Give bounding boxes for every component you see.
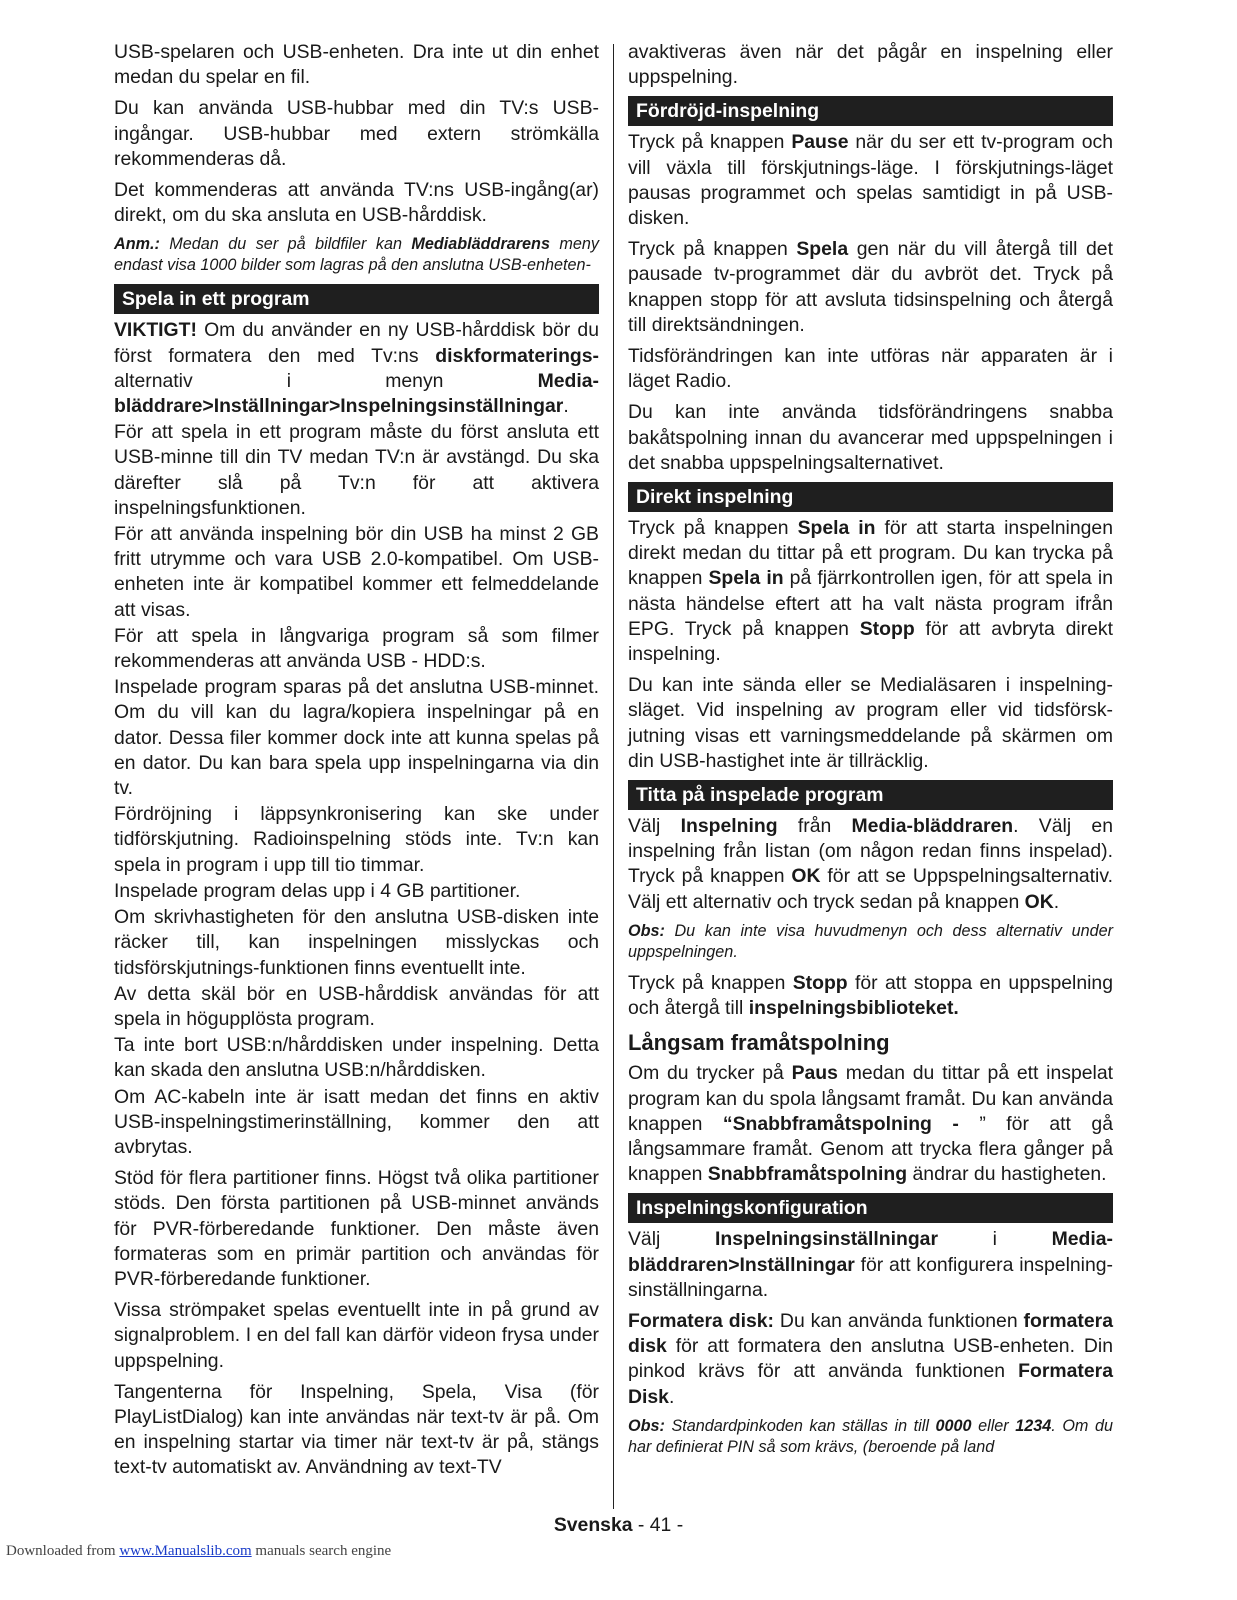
paragraph: Om skrivhastigheten för den anslutna USB-disken inte räcker till, kan inspelningen misslyckas och tidsförskjutnings-funktionen finns eventuellt inte. xyxy=(114,906,599,979)
bold-text: Stopp xyxy=(792,971,848,994)
text: för att starta inspelningen direkt medan du tittar på ett program. Du kan trycka på knappen xyxy=(628,517,1113,590)
text: . xyxy=(1053,890,1060,913)
page-number: - 41 - xyxy=(637,1514,684,1536)
bold-text: inspelningsbiblioteket. xyxy=(748,997,959,1020)
footer-language: Svenska xyxy=(553,1514,633,1536)
bold-text: Media-bläddrare>Inställningar>Inspelningsinställningar xyxy=(114,369,599,418)
text: Om du använder en ny USB-hårddisk bör du först formatera den med Tv:ns xyxy=(114,319,599,367)
note-label: Anm.: xyxy=(114,235,160,254)
text: ” för att gå långsammare framåt. Genom att trycka flera gånger på knappen xyxy=(628,1112,1113,1186)
note-label: Obs: xyxy=(628,1416,665,1435)
paragraph: Av detta skäl bör en USB-hårddisk användas för att spela in högupplösta program. xyxy=(114,982,599,1030)
paragraph: För att använda inspelning bör din USB ha minst 2 GB fritt utrymme och vara USB 2.0-kompatibel. Om USB-enheten inte är kompatibel kommer ett felmeddelande att visas. xyxy=(114,523,599,621)
manualslib-link[interactable]: www.Manualslib.com xyxy=(119,1543,252,1559)
note xyxy=(628,1416,1113,1458)
note xyxy=(628,921,1113,963)
bold-text: diskformaterings- xyxy=(435,344,599,367)
text: Välj xyxy=(628,1228,715,1251)
note-text: eller xyxy=(971,1416,1016,1435)
text: för att formatera den anslutna USB-enheten. Din pinkod krävs för att använda funktionen xyxy=(628,1335,1113,1383)
text: . xyxy=(563,395,569,418)
paragraph: Du kan använda USB-hubbar med din TV:s USB-ingångar. USB-hubbar med extern strömkälla rekommenderas då. xyxy=(114,97,599,170)
paragraph xyxy=(628,1227,1113,1303)
bold-text: formatera disk xyxy=(628,1309,1113,1358)
subheading-langsam: Långsam framåtspolning xyxy=(628,1030,890,1056)
bold-text: Pause xyxy=(791,131,849,154)
bold-text: Paus xyxy=(791,1062,838,1085)
watermark-suffix: manuals search engine xyxy=(251,1543,392,1559)
paragraph xyxy=(628,1309,1113,1410)
bold-text: Formatera Disk xyxy=(628,1360,1113,1408)
text: . xyxy=(668,1385,675,1408)
paragraph: För att spela in långvariga program så som filmer rekommenderas att använda USB - HDD:s. xyxy=(114,624,599,673)
paragraph-important xyxy=(114,318,599,419)
text: när du ser ett tv-program och vill växla till förskjutnings-läge. I förskjutnings-läget pausas programmet och spelas samtidigt in på USB-disken. xyxy=(628,131,1113,230)
left-column xyxy=(114,40,599,1482)
text: Du kan använda funktionen xyxy=(774,1309,1024,1332)
right-column xyxy=(628,40,1113,1466)
bold-text: Snabbframåtspolning xyxy=(707,1163,908,1186)
paragraph: Ta inte bort USB:n/hårddisken under inspelning. Detta kan skada den anslutna USB:n/hårddisken. xyxy=(114,1034,599,1082)
paragraph: Du kan inte använda tidsförändringens snabba bakåtspolning innan du avancerar med uppspelningen i det snabba uppspelningsalternativet. xyxy=(628,401,1113,474)
bold-text: Media-bläddraren>Inställningar xyxy=(628,1228,1113,1276)
paragraph xyxy=(628,1061,1113,1187)
section-heading-konfiguration: Inspelningskonfiguration xyxy=(628,1193,1113,1223)
paragraph: Fördröjning i läppsynkronisering kan ske under tidförskjutning. Radioinspelning stöds inte. Tv:n kan spela in program i upp till tio timmar. xyxy=(114,803,599,876)
column-divider xyxy=(613,44,614,1509)
note-label: Obs: xyxy=(628,921,665,940)
text: gen när du vill återgå till det pausade tv-programmet där du avbröt det. Tryck på knappen stopp för att avsluta tidsinspelning och återgå till direktsändningen. xyxy=(628,238,1113,336)
paragraph: Vissa strömpaket spelas eventuellt inte in på grund av signalproblem. I en del fall kan därför videon frysa under uppspelning. xyxy=(114,1299,599,1372)
bold-text: Inspelning xyxy=(680,815,778,838)
bold-text: “Snabbframåtspolning - xyxy=(722,1112,980,1135)
paragraph xyxy=(628,516,1113,667)
paragraph xyxy=(628,814,1113,915)
paragraph xyxy=(628,971,1113,1021)
bold-text: Stopp xyxy=(859,617,915,640)
paragraph: Du kan inte sända eller se Medialäsaren i inspelning-släget. Vid inspelning av program eller vid tidsförsk-jutning visas ett varningsmeddelande på skärmen om din USB-hastighet inte är tillräcklig. xyxy=(628,674,1113,772)
section-heading-direkt: Direkt inspelning xyxy=(628,482,1113,512)
paragraph: Det kommenderas att använda TV:ns USB-ingång(ar) direkt, om du ska ansluta en USB-hårddisk. xyxy=(114,179,599,227)
paragraph: Tangenterna för Inspelning, Spela, Visa (för PlayListDialog) kan inte användas när text-tv är på. Om en inspelning startar via timer när text-tv är på, stängs text-tv automatiskt av. Användning av text-TV xyxy=(114,1380,599,1479)
bold-text: VIKTIGT! xyxy=(114,319,197,342)
bold-text: Spela xyxy=(796,238,849,261)
bold-text: Spela in xyxy=(797,517,876,540)
text: Tryck på knappen xyxy=(628,971,793,994)
text: för att stoppa en uppspelning och återgå till xyxy=(628,971,1113,1020)
text: Om du trycker på xyxy=(628,1062,792,1085)
note-text: meny endast visa 1000 bilder som lagras på den anslutna USB-enheten- xyxy=(114,235,599,275)
paragraph: Om AC-kabeln inte är isatt medan det finns en aktiv USB-inspelningstimerinställning, kommer den att avbrytas. xyxy=(114,1085,599,1158)
bold-text: Inspelningsinställningar xyxy=(714,1228,938,1251)
paragraph: För att spela in ett program måste du först ansluta ett USB-minne till din TV medan TV:n är avstängd. Du ska därefter slå på Tv:n för att aktivera inspelningsfunktionen. xyxy=(114,421,599,519)
paragraph: Inspelade program sparas på det anslutna USB-minnet. Om du vill kan du lagra/kopiera inspelningar på en dator. Dessa filer kommer dock inte att kunna spelas på en dator. Du kan bara spela upp inspelningarna via din tv. xyxy=(114,676,599,800)
text: alternativ i menyn xyxy=(114,369,538,392)
text: Tryck på knappen xyxy=(628,517,798,540)
text: i xyxy=(938,1228,1052,1251)
section-heading-fordrojd: Fördröjd-inspelning xyxy=(628,96,1113,126)
bold-text: OK xyxy=(791,865,821,888)
text: för att se Uppspelningsalternativ. Välj ett alternativ och tryck sedan på knappen xyxy=(628,865,1113,913)
bold-text: Formatera disk: xyxy=(628,1309,775,1332)
bold-text: OK xyxy=(1024,890,1054,913)
text: Välj xyxy=(628,815,681,838)
note-text: . Om du har definierat PIN så som krävs, (beroende på land xyxy=(628,1416,1113,1456)
paragraph: Tidsförändringen kan inte utföras när apparaten är i läget Radio. xyxy=(628,345,1113,393)
download-watermark xyxy=(6,1543,391,1560)
text: för att avbryta direkt inspelning. xyxy=(628,617,1113,666)
note-text: Medan du ser på bildfiler kan xyxy=(159,235,412,254)
note xyxy=(114,234,599,276)
note-text: Du kan inte visa huvudmenyn och dess alternativ under uppspelningen. xyxy=(628,921,1113,961)
section-heading-titta: Titta på inspelade program xyxy=(628,780,1113,810)
paragraph: Stöd för flera partitioner finns. Högst två olika partitioner stöds. Den första partitionen på USB-minnet används för PVR-förberedande funktioner. Den måste även formateras som en primär partition och användas för PVR-förberedande funktioner. xyxy=(114,1167,599,1290)
section-heading-spela-in: Spela in ett program xyxy=(114,284,599,314)
note-bold: 1234 xyxy=(1015,1416,1052,1435)
note-text: Standardpinkoden kan ställas in till xyxy=(664,1416,936,1435)
paragraph: USB-spelaren och USB-enheten. Dra inte ut din enhet medan du spelar en fil. xyxy=(114,41,599,89)
text: på fjärrkontrollen igen, för att spela in nästa händelse eftert att ha valt nästa program ifrån EPG. Tryck på knappen xyxy=(628,567,1113,640)
text: från xyxy=(777,815,852,838)
bold-text: Media-bläddraren xyxy=(851,815,1014,838)
page-footer xyxy=(0,1514,1237,1537)
paragraph xyxy=(628,237,1113,338)
paragraph: Inspelade program delas upp i 4 GB partitioner. xyxy=(114,879,521,902)
paragraph: avaktiveras även när det pågår en inspelning eller uppspelning. xyxy=(628,41,1113,89)
text: ändrar du hastigheten. xyxy=(907,1163,1107,1186)
watermark-prefix: Downloaded from xyxy=(6,1543,120,1559)
paragraph xyxy=(628,130,1113,231)
text: medan du tittar på ett inspelat program kan du spola långsamt framåt. Du kan använda knappen xyxy=(628,1062,1114,1135)
text: . Välj en inspelning från listan (om någon redan finns inspelad). Tryck på knappen xyxy=(628,815,1113,888)
text: för att konfigurera inspelning-sinställningarna. xyxy=(628,1253,1113,1301)
note-bold: Mediabläddrarens xyxy=(411,235,550,254)
bold-text: Spela in xyxy=(708,567,784,590)
text: Tryck på knappen xyxy=(628,131,792,154)
text: Tryck på knappen xyxy=(628,238,797,261)
note-bold: 0000 xyxy=(935,1416,972,1435)
